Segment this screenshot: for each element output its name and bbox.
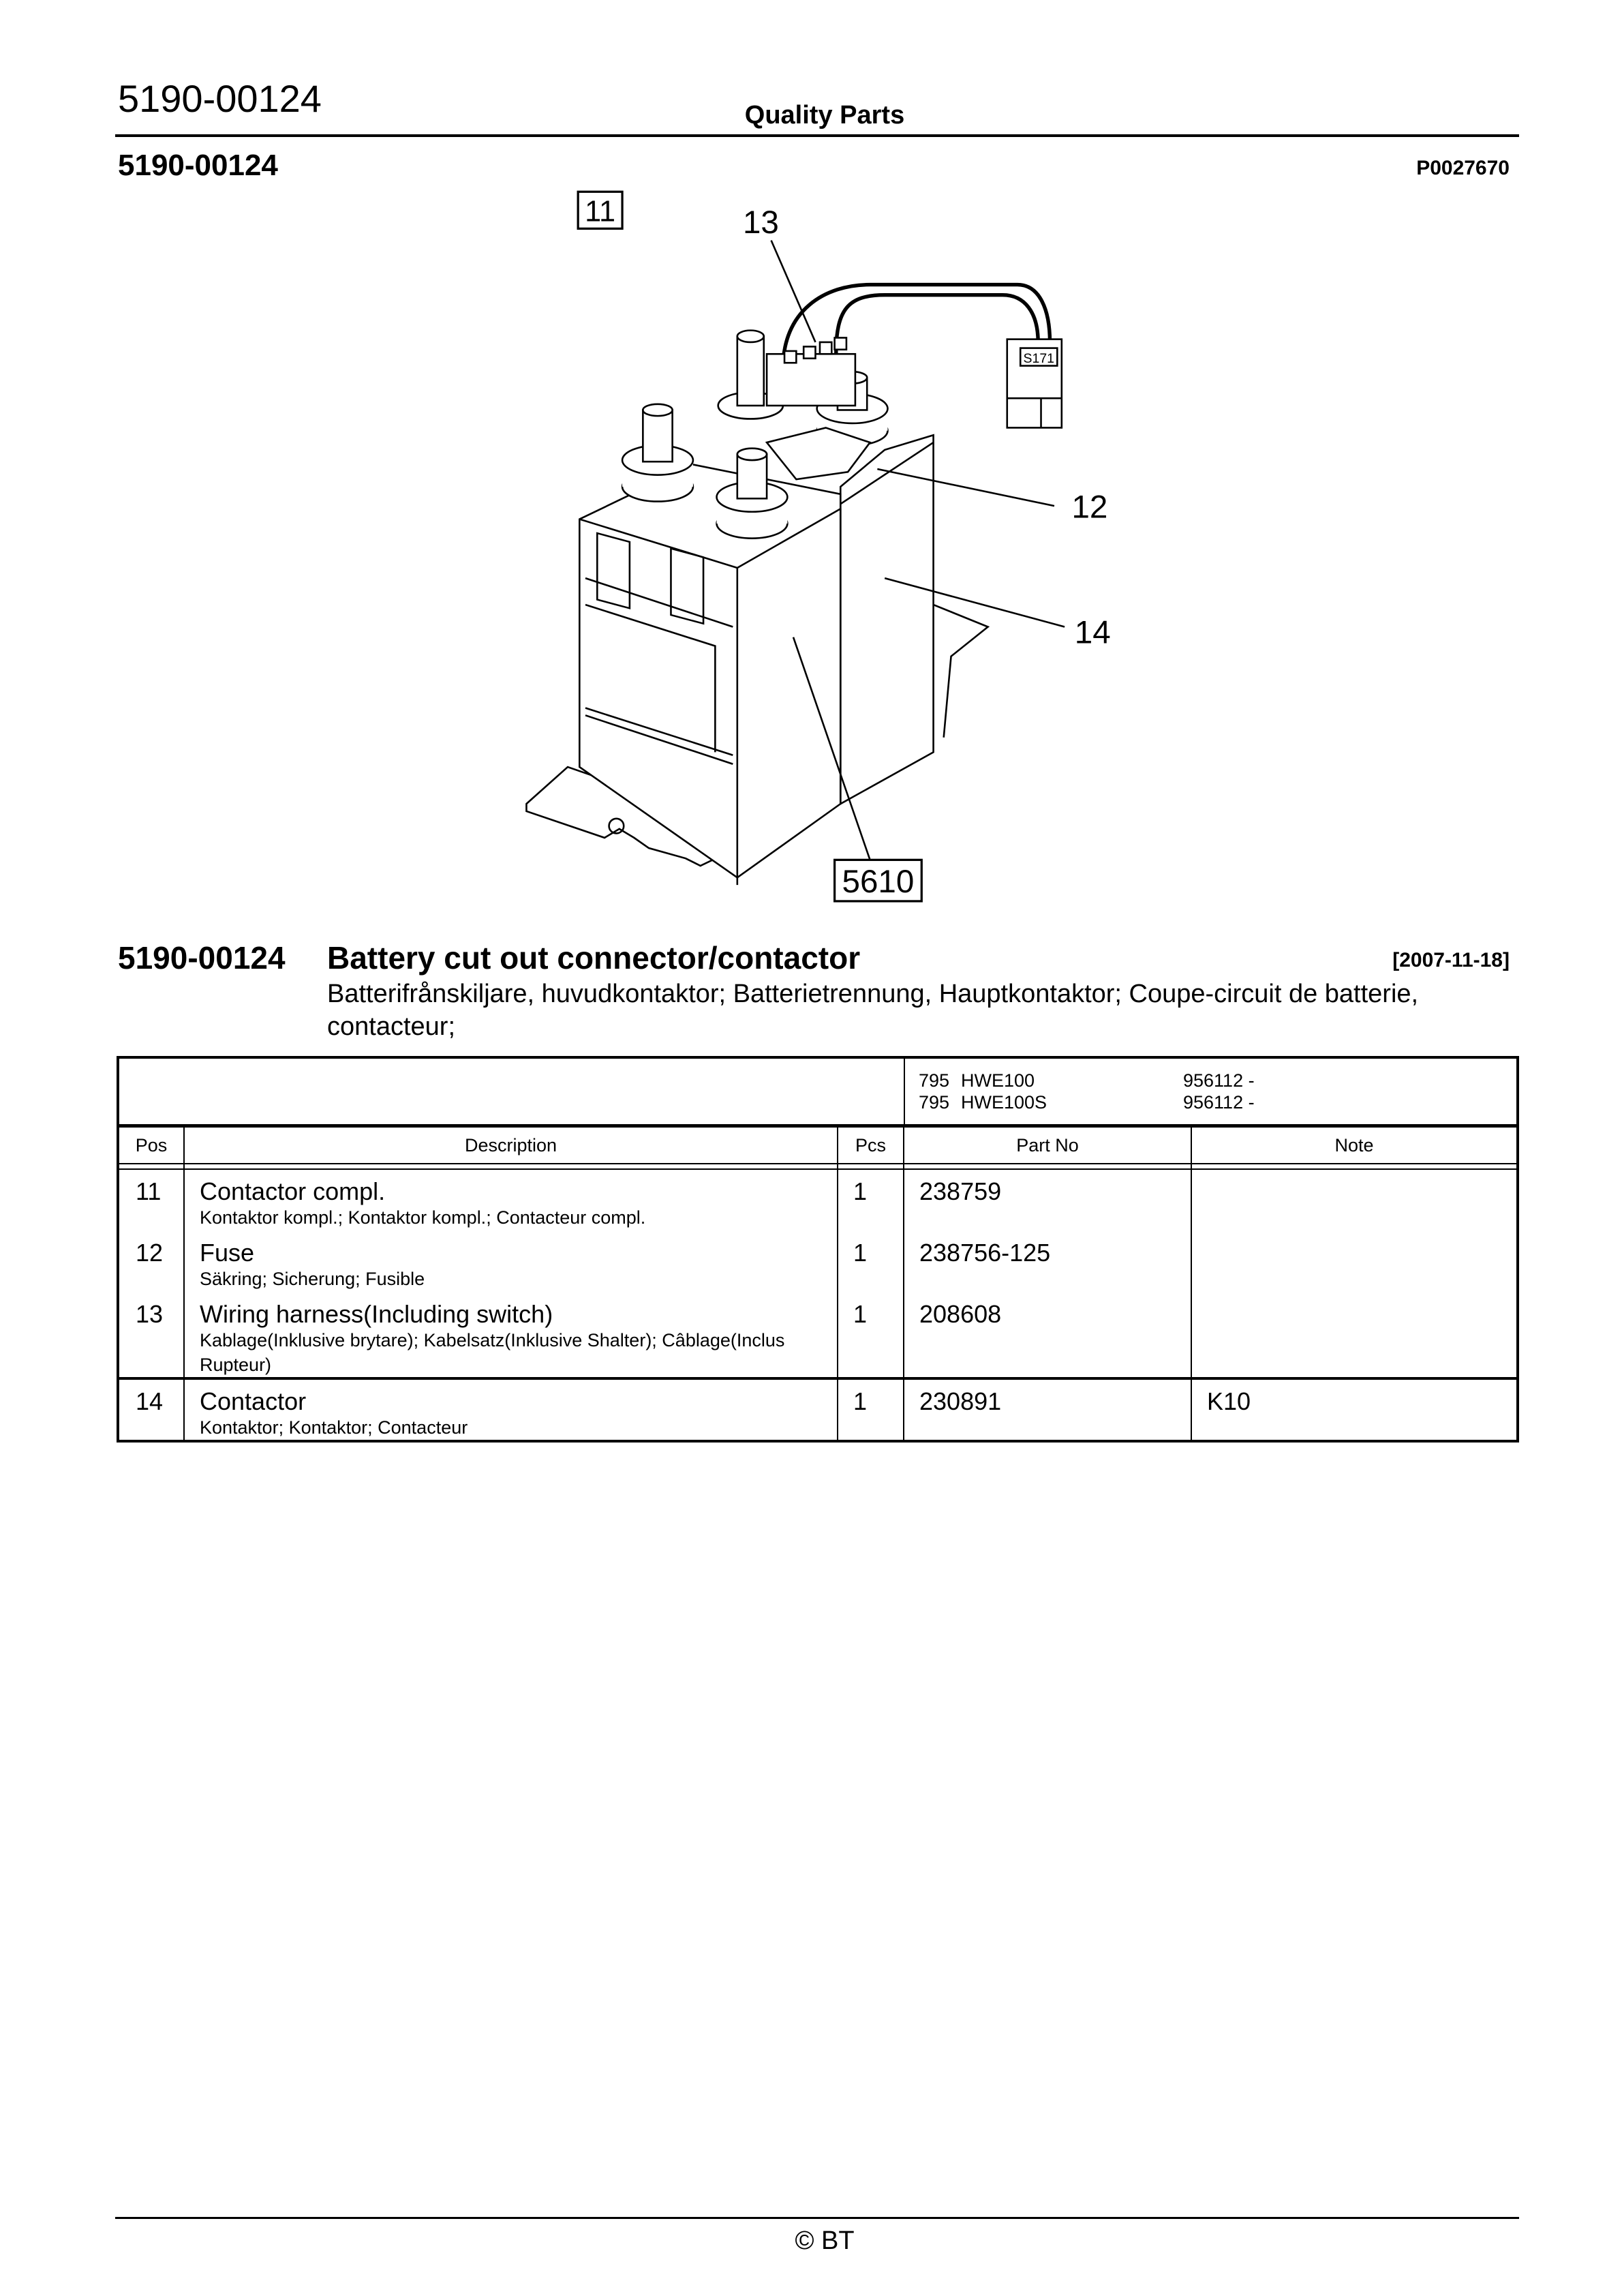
- part-translations: Kablage(Inklusive brytare); Kabelsatz(Inklusive Shalter); Câblage(Inclus Rupteur): [200, 1330, 785, 1375]
- part-name: Wiring harness(Including switch): [200, 1300, 553, 1328]
- column-header-row: [118, 1126, 1518, 1164]
- part-no-cell: 230891: [904, 1378, 1191, 1441]
- model-applicability-row: [118, 1057, 1518, 1126]
- part-name: Contactor compl.: [200, 1177, 386, 1205]
- callout-label-14: 14: [1074, 614, 1111, 651]
- header-double-rule: [118, 1164, 1518, 1169]
- description-cell: [184, 1291, 838, 1378]
- callout-label-12: 12: [1071, 489, 1108, 526]
- model-code: 795: [919, 1092, 950, 1113]
- model-entry: [919, 1091, 1516, 1113]
- part-translations: Kontaktor; Kontaktor; Contacteur: [200, 1417, 468, 1438]
- parts-table: [117, 1056, 1519, 1442]
- pcs-cell: 1: [838, 1378, 904, 1441]
- pcs-cell: 1: [838, 1230, 904, 1291]
- model-name: HWE100: [961, 1070, 1035, 1091]
- subheader-code: 5190-00124: [118, 149, 278, 182]
- table-row: [118, 1169, 1518, 1230]
- part-no-cell: 238759: [904, 1169, 1191, 1230]
- callout-label-5610: 5610: [842, 863, 915, 900]
- column-header-pos: Pos: [118, 1126, 184, 1164]
- pcs-cell: 1: [838, 1291, 904, 1378]
- model-code: 795: [919, 1070, 950, 1091]
- table-row: [118, 1378, 1518, 1441]
- column-header-description: Description: [184, 1126, 838, 1164]
- section-date: [2007-11-18]: [1392, 949, 1510, 971]
- note-cell: [1191, 1169, 1518, 1230]
- footer-divider: [115, 2217, 1519, 2219]
- note-cell: [1191, 1291, 1518, 1378]
- pos-cell: 11: [136, 1177, 162, 1205]
- table-row: [118, 1230, 1518, 1291]
- model-serial: 956112 -: [1183, 1070, 1255, 1091]
- note-cell: K10: [1191, 1378, 1518, 1441]
- column-header-note: Note: [1191, 1126, 1518, 1164]
- section-title: Battery cut out connector/contactor: [327, 940, 861, 976]
- pos-cell: 13: [118, 1291, 184, 1378]
- model-entry: [919, 1070, 1516, 1091]
- pos-cell: 14: [136, 1387, 164, 1415]
- model-serial: 956112 -: [1183, 1092, 1255, 1113]
- document-code: 5190-00124: [118, 77, 322, 120]
- description-cell: [184, 1230, 838, 1291]
- note-cell: [1191, 1230, 1518, 1291]
- section-translations: Batterifrånskiljare, huvudkontaktor; Batterietrennung, Hauptkontaktor; Coupe-circuit de batterie, contacteur;: [327, 980, 1419, 1041]
- part-no-cell: 238756-125: [904, 1230, 1191, 1291]
- connector-label-s171: S171: [1023, 351, 1055, 367]
- callout-label-13: 13: [742, 204, 779, 241]
- part-translations: Säkring; Sicherung; Fusible: [200, 1269, 425, 1289]
- section-code: 5190-00124: [118, 940, 286, 976]
- part-no-cell: 208608: [904, 1291, 1191, 1378]
- callout-label-11: 11: [585, 195, 616, 228]
- column-header-part-no: Part No: [904, 1126, 1191, 1164]
- part-name: Fuse: [200, 1239, 255, 1267]
- part-name: Contactor: [200, 1387, 307, 1415]
- model-list: [904, 1059, 1516, 1124]
- description-cell: [184, 1169, 838, 1230]
- part-translations: Kontaktor kompl.; Kontaktor kompl.; Contacteur compl.: [200, 1207, 646, 1228]
- description-cell: [184, 1378, 838, 1441]
- drawing-reference: P0027670: [1416, 157, 1510, 179]
- model-name: HWE100S: [961, 1092, 1047, 1113]
- header-title: Quality Parts: [744, 101, 905, 130]
- pcs-cell: 1: [838, 1169, 904, 1230]
- column-header-pcs: Pcs: [838, 1126, 904, 1164]
- table-row: [118, 1291, 1518, 1378]
- pos-cell: 12: [136, 1239, 164, 1267]
- copyright: © BT: [795, 2226, 855, 2255]
